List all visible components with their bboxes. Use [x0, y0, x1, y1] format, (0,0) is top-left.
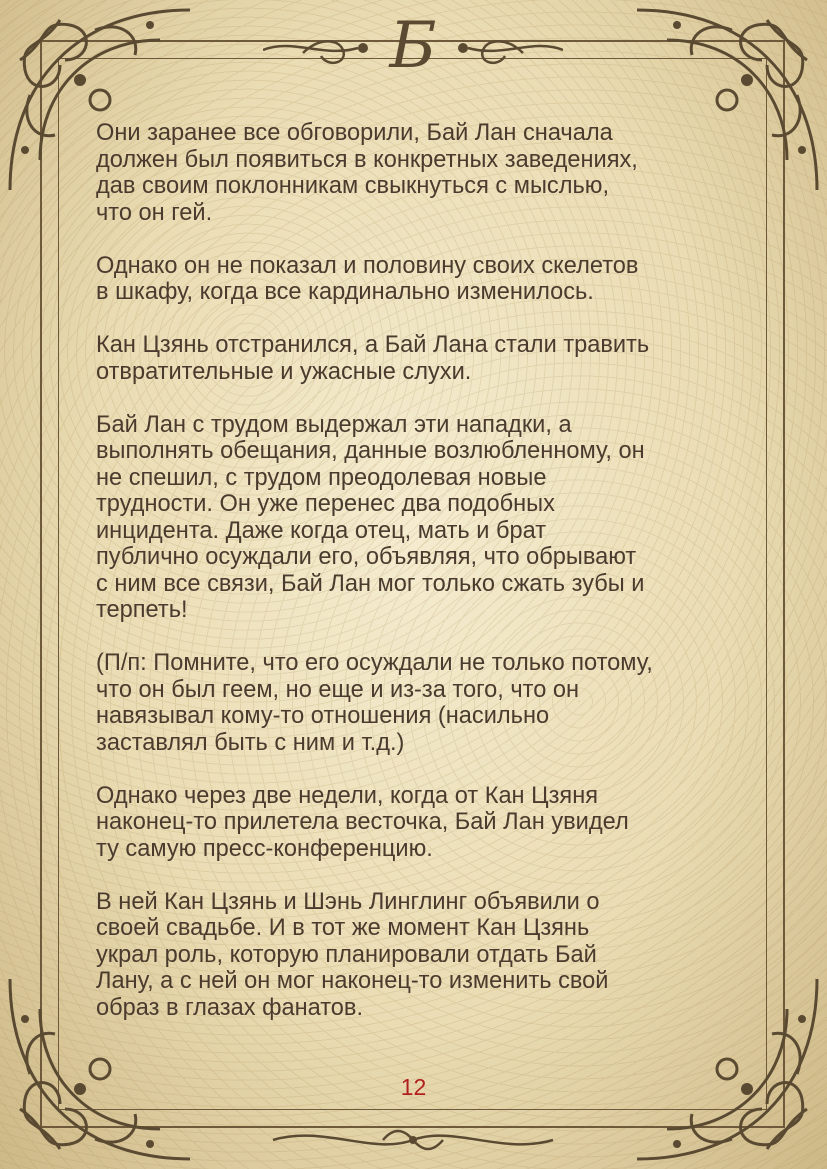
paragraph: В ней Кан Цзянь и Шэнь Линглинг объявили о своей свадьбе. И в тот же момент Кан Цзянь украл роль, которую планировали отдать Бай Лану, а с ней он мог наконец-то изменить свой образ в глазах фанатов.: [96, 888, 609, 1021]
paragraph: Они заранее все обговорили, Бай Лан сначала должен был появиться в конкретных заведениях, дав своим поклонникам свыкнуться с мыслью, что он гей.: [96, 120, 638, 226]
body-text: [96, 120, 736, 1048]
paragraph: (П/п: Помните, что его осуждали не только потому, что он был геем, но еще и из-за того, что он навязывал кому-то отношения (насильно заставлял быть с ним и т.д.): [96, 650, 653, 756]
monogram-letter: Б: [389, 9, 437, 83]
footer-flourish-icon: [263, 1120, 563, 1160]
paragraph: Бай Лан с трудом выдержал эти нападки, а выполнять обещания, данные возлюбленному, он не спешил, с трудом преодолевая новые трудности. Он уже перенес два подобных инцидента. Даже когда отец, мать и брат публично осуждали его, объявляя, что обрывают с ним все связи, Бай Лан мог только сжать зубы и терпеть!: [96, 411, 645, 623]
header-ornament: [263, 8, 563, 88]
paragraph: Однако он не показал и половину своих скелетов в шкафу, когда все кардинально изменилось.: [96, 252, 639, 305]
paragraph: Кан Цзянь отстранился, а Бай Лана стали травить отвратительные и ужасные слухи.: [96, 332, 650, 385]
paragraph: Однако через две недели, когда от Кан Цзяня наконец-то прилетела весточка, Бай Лан увидел ту самую пресс-конференцию.: [96, 782, 629, 862]
page-number: 12: [400, 1074, 427, 1100]
